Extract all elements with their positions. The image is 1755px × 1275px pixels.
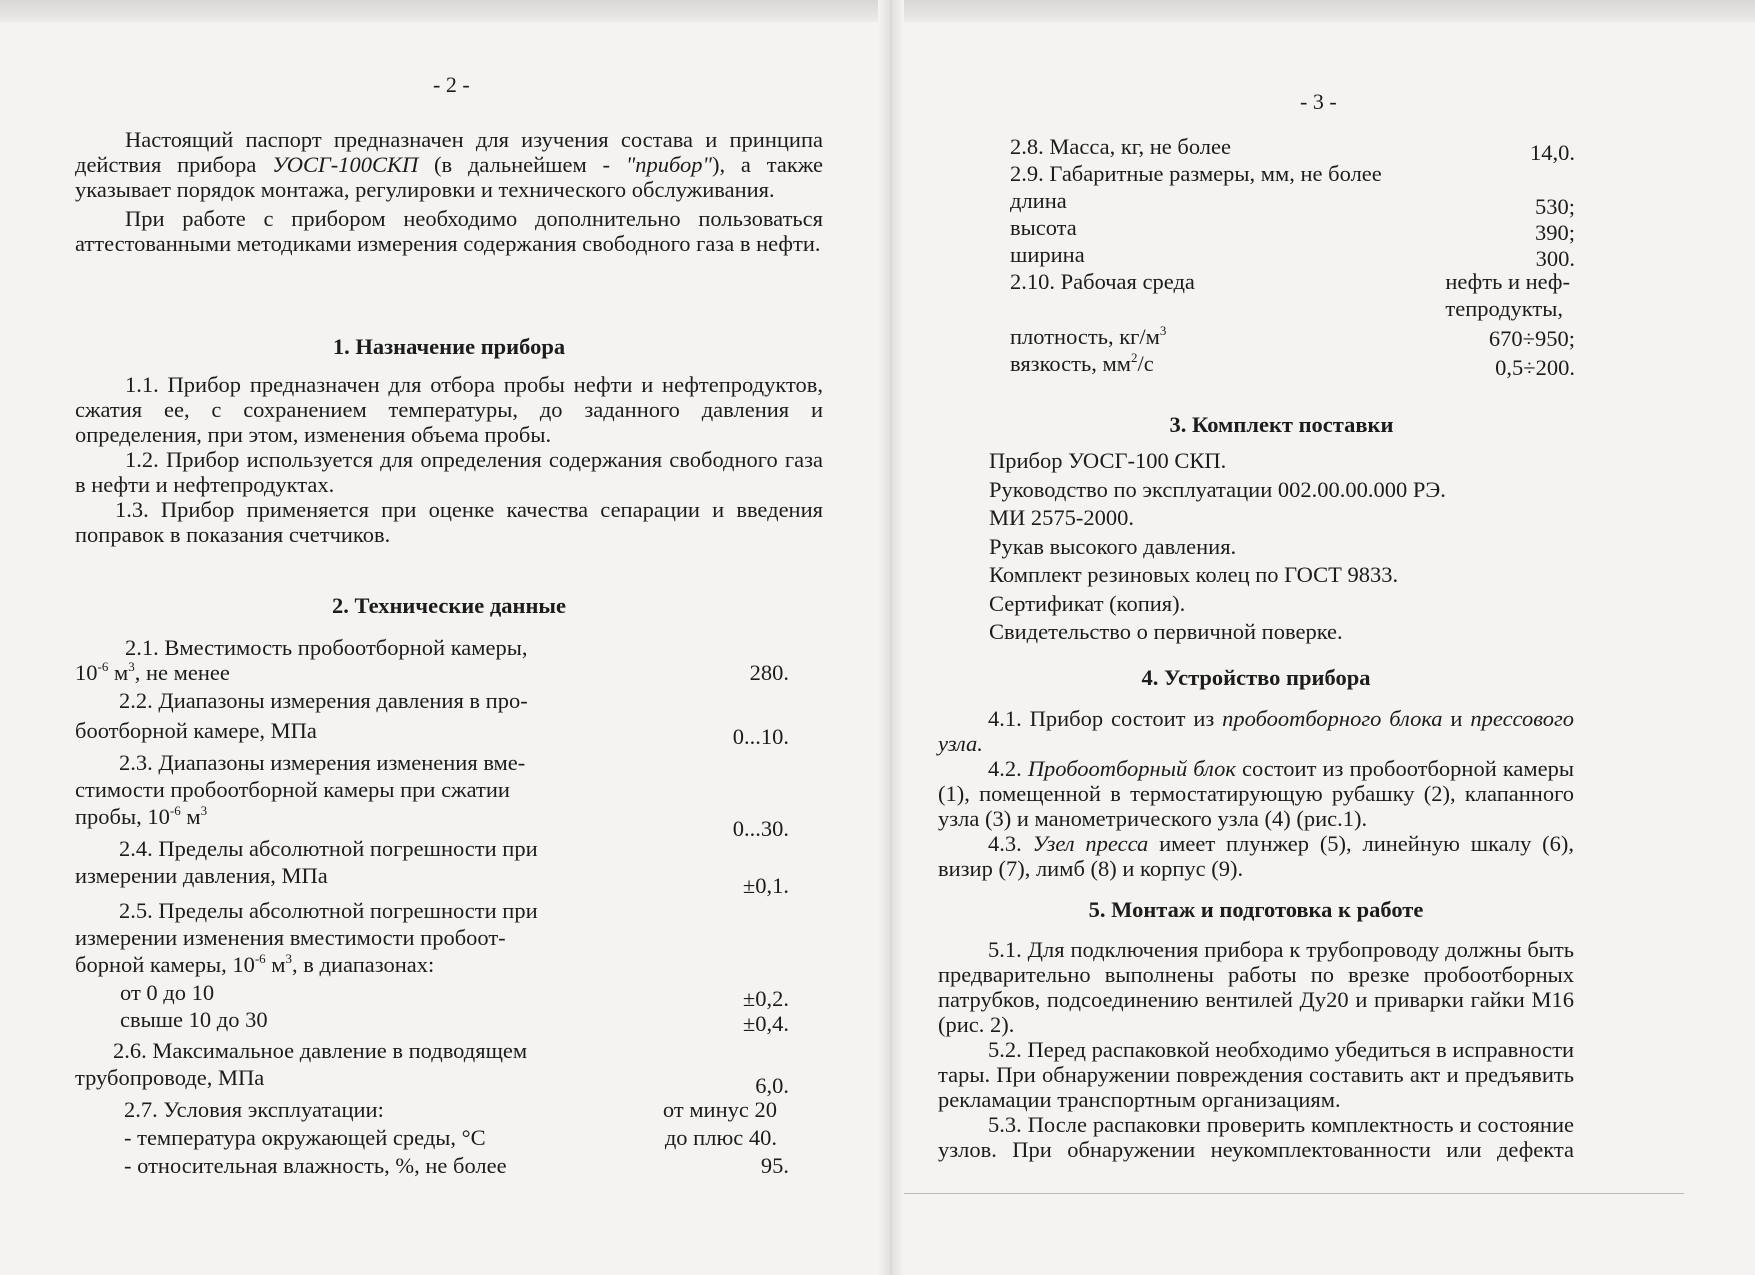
paragraph: 4.1. Прибор состоит из пробоотборного блока и прессового узла. (938, 706, 1574, 756)
list-item: Комплект резиновых колец по ГОСТ 9833. (989, 562, 1399, 587)
spec-2-5: 2.5. Пределы абсолютной погрешности при измерении изменения вместимости пробоот- борной камеры, $10^{-6}$ $м^3$, в диапазонах: от 0 до 10 ±0,2. свыше 10 до 30 ±0,4. (75, 898, 789, 1036)
intro-block (75, 127, 823, 256)
section-title: 4. Устройство прибора (1141, 665, 1371, 690)
spec-value: ±0,4. (742, 1011, 789, 1036)
intro-paragraph: Настоящий паспорт предназначен для изучения состава и принципа действия прибора УОСГ-100СКП (в дальнейшем - "прибор"), а также указывает порядок монтажа, регулировки и технического обслуживания. (75, 127, 823, 202)
list-item: Рукав высокого давления. (989, 533, 1237, 559)
spec-value: 14,0. (1530, 140, 1575, 165)
spec-value: 95. (760, 1153, 789, 1178)
spec-2-8: 2.8. Масса, кг, не более 14,0. (1010, 134, 1575, 165)
intro-paragraph: При работе с прибором необходимо дополнительно пользоваться аттестованными методиками измерения содержания свободного газа в нефти. (75, 206, 823, 256)
spec-2-1: 2.1. Вместимость пробоотборной камеры, $10^{-6}$ $м^3$, не менее 280. (75, 635, 789, 685)
spec-value: ±0,1. (742, 873, 789, 898)
spec-2-7: 2.7. Условия эксплуатации: от минус 20 - температура окружающей среды, °С до плюс 40. - относительная влажность, %, не более 95. (124, 1097, 789, 1178)
section-2 (75, 593, 789, 1178)
section-1 (75, 334, 823, 547)
spec-value: 280. (749, 660, 789, 685)
spec-value: нефть и неф- (1445, 269, 1570, 294)
spec-2-2: 2.2. Диапазоны измерения давления в про- боотборной камере, МПа 0...10. (75, 688, 789, 749)
spec-2-9: 2.9. Габаритные размеры, мм, не более (1010, 161, 1382, 186)
list-item: Сертификат (копия). (989, 590, 1186, 616)
list-item: Свидетельство о первичной поверке. (989, 619, 1343, 644)
paragraph: 5.2. Перед распаковкой необходимо убедиться в исправности тары. При обнаружении повреждения составить акт и предъявить рекламации транспортным организациям. (938, 1037, 1574, 1112)
section-4 (938, 665, 1574, 881)
paragraph: 5.3. После распаковки проверить комплектность и состояние узлов. При обнаружении неукомплектованности или дефекта (938, 1112, 1574, 1162)
paragraph: 4.2. Пробоотборный блок состоит из пробоотборной камеры (1), помещенной в термостатирующую рубашку (2), клапанного узла (3) и манометрического узла (4) (рис.1). (938, 756, 1574, 831)
spec-value: 530; (1534, 194, 1575, 219)
section-title: 5. Монтаж и подготовка к работе (1088, 897, 1424, 922)
spec-2-3: 2.3. Диапазоны измерения изменения вме- стимости пробоотборной камеры при сжатии пробы, $10^{-6}$ $м^3$ 0...30. (75, 750, 789, 841)
spec-value: 0...10. (732, 724, 789, 749)
spec-value: 0,5÷200. (1495, 355, 1575, 380)
scan-line (904, 1193, 1684, 1194)
specs-continued: 2.8. Масса, кг, не более 14,0. 2.9. Габаритные размеры, мм, не более длина 530; высота 390; ширина 300. 2.10. Рабочая среда нефть и неф- тепродукты, плотность, $кг/м^3$ 670÷950; вязкость, $мм^2/с$ 0,5÷200. (1010, 134, 1575, 380)
spec-value: 300. (1535, 246, 1575, 271)
paragraph: 1.3. Прибор применяется при оценке качества сепарации и введения поправок в показания счетчиков. (75, 497, 823, 547)
spec-2-10: 2.10. Рабочая среда нефть и неф- (1010, 269, 1570, 294)
spec-2-6: 2.6. Максимальное давление в подводящем трубопроводе, МПа 6,0. (75, 1038, 789, 1098)
spec-value: тепродукты, (1445, 296, 1563, 321)
page-number: - 2 - (433, 72, 470, 97)
spec-value: ±0,2. (742, 986, 789, 1011)
paragraph: 1.2. Прибор используется для определения содержания свободного газа в нефти и нефтепродуктах. (75, 447, 823, 497)
page-number: - 3 - (1300, 89, 1337, 114)
section-title: 2. Технические данные (332, 593, 566, 618)
list-item: Руководство по эксплуатации 002.00.00.000 РЭ. (989, 476, 1446, 502)
spec-value: 390; (1534, 220, 1575, 245)
section-3 (989, 412, 1574, 647)
spec-value: 6,0. (755, 1073, 789, 1098)
list-item: МИ 2575-2000. (989, 505, 1134, 530)
section-title: 1. Назначение прибора (332, 334, 566, 359)
list-item: Прибор УОСГ-100 СКП. (989, 448, 1227, 473)
section-title: 3. Комплект поставки (1169, 412, 1394, 437)
spec-value: 0...30. (732, 816, 789, 841)
paragraph: 5.1. Для подключения прибора к трубопроводу должны быть предварительно выполнены работы по врезке пробоотборных патрубков, подсоединению вентилей Ду20 и приварки гайки М16 (рис. 2). (938, 937, 1574, 1037)
spec-value: 670÷950; (1488, 326, 1575, 351)
paragraph: 4.3. Узел пресса имеет плунжер (5), линейную шкалу (6), визир (7), лимб (8) и корпус (9). (938, 831, 1574, 881)
page-right (904, 0, 1755, 1275)
spec-value: от минус 20 (662, 1097, 777, 1122)
spec-value: до плюс 40. (664, 1125, 777, 1150)
book-spine (878, 0, 904, 1275)
paragraph: 1.1. Прибор предназначен для отбора пробы нефти и нефтепродуктов, сжатия ее, с сохранением температуры, до заданного давления и определения, при этом, изменения объема пробы. (75, 372, 823, 447)
delivery-list (989, 447, 1574, 647)
spec-2-4: 2.4. Пределы абсолютной погрешности при измерении давления, МПа ±0,1. (75, 836, 789, 898)
section-5 (938, 897, 1574, 1162)
